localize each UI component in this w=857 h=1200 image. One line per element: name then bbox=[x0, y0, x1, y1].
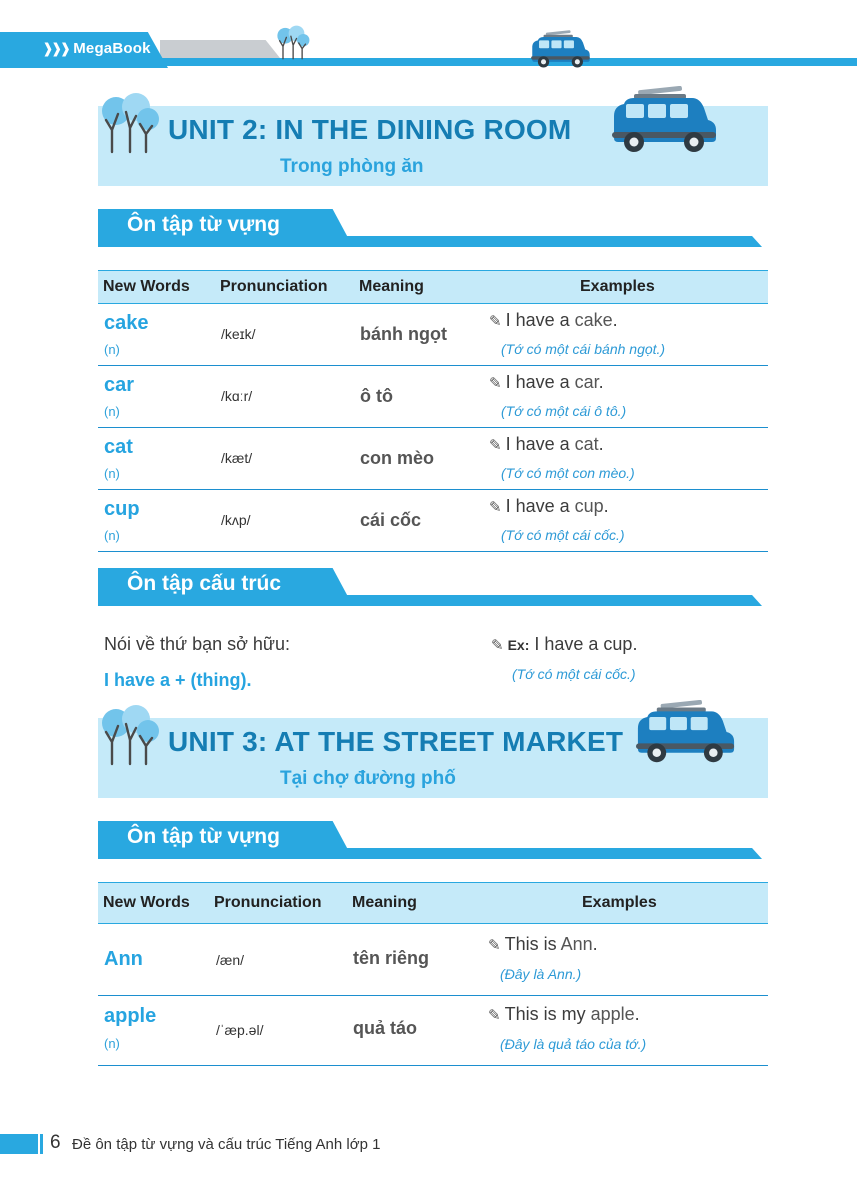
example-end: . bbox=[598, 434, 604, 454]
example-text: This is my bbox=[504, 1004, 591, 1024]
structure-example bbox=[491, 634, 637, 655]
example-sentence bbox=[489, 372, 604, 393]
part-of-speech: (n) bbox=[104, 1036, 120, 1051]
pronunciation: /æn/ bbox=[216, 952, 245, 968]
vocab-word: car bbox=[104, 374, 135, 396]
example-end: . bbox=[612, 310, 618, 330]
trees-icon bbox=[274, 25, 310, 61]
example-end: . bbox=[592, 934, 598, 954]
footer-bar bbox=[0, 1134, 38, 1154]
part-of-speech: (n) bbox=[104, 342, 120, 357]
example-translation: (Đây là Ann.) bbox=[500, 966, 582, 982]
example-keyword: car bbox=[574, 372, 599, 392]
example-label: Ex: bbox=[507, 637, 530, 653]
unit-3-banner bbox=[98, 718, 768, 798]
example-keyword: cup bbox=[574, 496, 604, 516]
section-header-vocab bbox=[98, 209, 762, 247]
brand-name: MegaBook bbox=[73, 40, 151, 57]
meaning: ô tô bbox=[360, 386, 393, 406]
structure-intro: Nói về thứ bạn sở hữu: bbox=[104, 634, 290, 654]
example-translation: (Tớ có một cái ô tô.) bbox=[501, 403, 627, 419]
table-header bbox=[98, 882, 768, 924]
meaning: con mèo bbox=[360, 448, 435, 468]
vocab-table bbox=[98, 882, 768, 1066]
structure-formula: I have a + (thing). bbox=[104, 670, 252, 690]
table-row bbox=[98, 996, 768, 1066]
pencil-icon: ✎ bbox=[489, 437, 502, 454]
example-sentence bbox=[488, 934, 598, 955]
vocab-word: cake bbox=[104, 312, 149, 334]
unit-2-banner bbox=[98, 106, 768, 186]
section-title: Ôn tập từ vựng bbox=[127, 213, 280, 236]
part-of-speech: (n) bbox=[104, 404, 120, 419]
book-title: Đề ôn tập từ vựng và cấu trúc Tiếng Anh lớp 1 bbox=[72, 1136, 381, 1153]
page-number: 6 bbox=[50, 1132, 61, 1153]
col-header-examples: Examples bbox=[582, 894, 657, 911]
meaning: bánh ngọt bbox=[360, 324, 447, 344]
section-header-vocab bbox=[98, 821, 762, 859]
structure-translation: (Tớ có một cái cốc.) bbox=[512, 666, 636, 682]
pencil-icon: ✎ bbox=[488, 937, 501, 954]
unit-subtitle: Tại chợ đường phố bbox=[280, 768, 456, 789]
pencil-icon: ✎ bbox=[491, 637, 504, 654]
example-text: I have a cup. bbox=[529, 634, 638, 654]
footer-divider bbox=[40, 1134, 43, 1154]
example-sentence bbox=[489, 496, 609, 517]
table-row bbox=[98, 924, 768, 996]
example-end: . bbox=[598, 372, 604, 392]
car-icon bbox=[530, 30, 592, 70]
vocab-word: Ann bbox=[104, 948, 143, 970]
example-text: I have a bbox=[505, 372, 575, 392]
pronunciation: /ˈæp.əl/ bbox=[216, 1022, 264, 1038]
unit-title: UNIT 3: AT THE STREET MARKET bbox=[168, 726, 624, 757]
pronunciation: /keɪk/ bbox=[221, 326, 256, 342]
example-translation: (Tớ có một cái cốc.) bbox=[501, 527, 625, 543]
col-header-meaning: Meaning bbox=[352, 894, 417, 911]
example-text: I have a bbox=[505, 496, 575, 516]
vocab-word: cup bbox=[104, 498, 140, 520]
header-gray-tab bbox=[160, 40, 280, 58]
pronunciation: /kæt/ bbox=[221, 450, 253, 466]
vocab-table bbox=[98, 270, 768, 552]
part-of-speech: (n) bbox=[104, 466, 120, 481]
table-row bbox=[98, 366, 768, 428]
section-header-structure bbox=[98, 568, 762, 606]
example-keyword: apple bbox=[590, 1004, 635, 1024]
vocab-word: apple bbox=[104, 1005, 157, 1027]
example-end: . bbox=[603, 496, 609, 516]
col-header-pronunciation: Pronunciation bbox=[214, 894, 322, 911]
example-text: I have a bbox=[505, 434, 575, 454]
col-header-pronunciation: Pronunciation bbox=[220, 278, 328, 295]
col-header-words: New Words bbox=[103, 894, 190, 911]
example-sentence bbox=[488, 1004, 640, 1025]
example-keyword: cake bbox=[574, 310, 613, 330]
car-icon bbox=[634, 700, 738, 766]
pronunciation: /kʌp/ bbox=[221, 512, 251, 528]
meaning: tên riêng bbox=[353, 948, 430, 968]
col-header-examples: Examples bbox=[580, 278, 655, 295]
pencil-icon: ✎ bbox=[489, 375, 502, 392]
example-text: I have a bbox=[505, 310, 575, 330]
table-header bbox=[98, 270, 768, 304]
section-title: Ôn tập cấu trúc bbox=[127, 572, 282, 595]
pencil-icon: ✎ bbox=[489, 313, 502, 330]
example-translation: (Tớ có một con mèo.) bbox=[501, 465, 635, 481]
table-row bbox=[98, 304, 768, 366]
trees-icon bbox=[96, 92, 160, 156]
table-row bbox=[98, 490, 768, 552]
table-row bbox=[98, 428, 768, 490]
col-header-words: New Words bbox=[103, 278, 190, 295]
example-sentence bbox=[489, 310, 618, 331]
example-end: . bbox=[634, 1004, 640, 1024]
car-icon bbox=[610, 86, 720, 156]
brand-logo bbox=[42, 40, 151, 57]
part-of-speech: (n) bbox=[104, 528, 120, 543]
example-keyword: Ann bbox=[560, 934, 593, 954]
vocab-word: cat bbox=[104, 436, 133, 458]
example-text: This is bbox=[504, 934, 561, 954]
meaning: quả táo bbox=[353, 1018, 418, 1038]
col-header-meaning: Meaning bbox=[359, 278, 424, 295]
meaning: cái cốc bbox=[360, 510, 422, 530]
example-translation: (Đây là quả táo của tớ.) bbox=[500, 1036, 647, 1052]
section-title: Ôn tập từ vựng bbox=[127, 825, 280, 848]
unit-subtitle: Trong phòng ăn bbox=[280, 156, 424, 177]
example-sentence bbox=[489, 434, 604, 455]
example-translation: (Tớ có một cái bánh ngọt.) bbox=[501, 341, 666, 357]
pronunciation: /kɑːr/ bbox=[221, 388, 253, 404]
pencil-icon: ✎ bbox=[488, 1007, 501, 1024]
trees-icon bbox=[96, 704, 160, 768]
example-keyword: cat bbox=[574, 434, 599, 454]
pencil-icon: ✎ bbox=[489, 499, 502, 516]
brand-mark-icon: ❱❱❱ bbox=[42, 40, 69, 56]
unit-title: UNIT 2: IN THE DINING ROOM bbox=[168, 114, 572, 145]
